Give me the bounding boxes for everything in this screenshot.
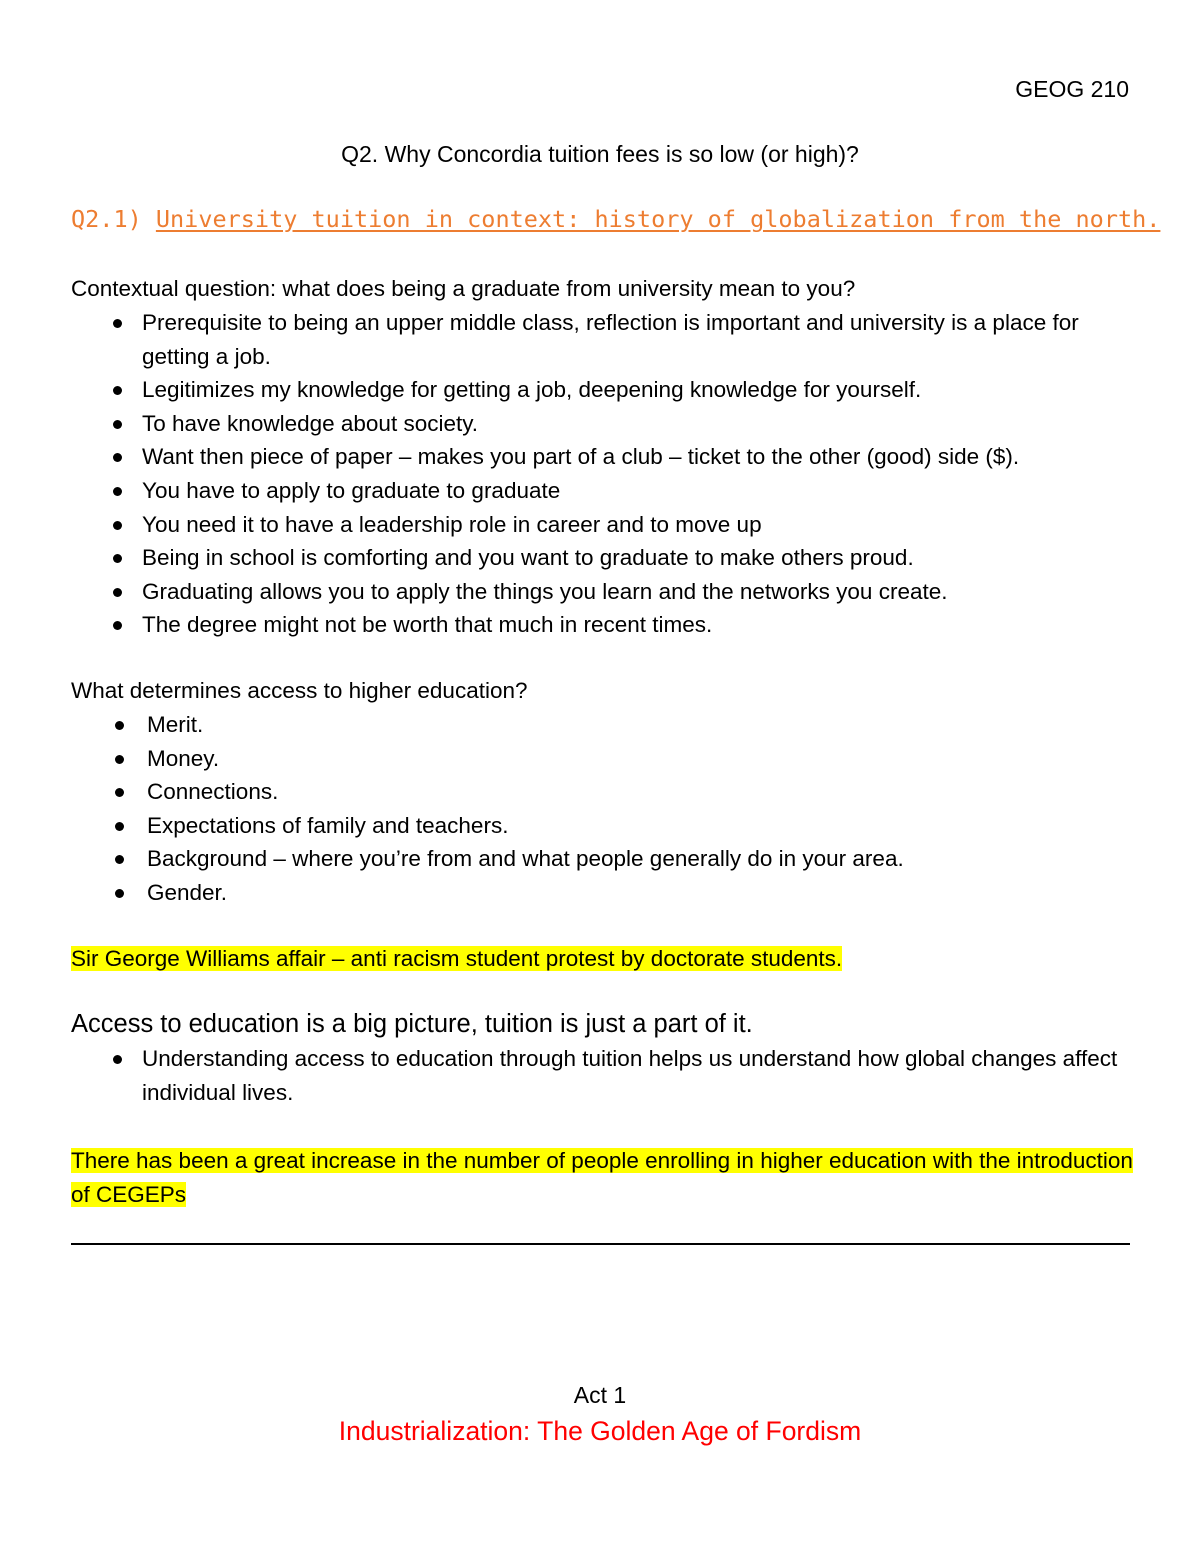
list-item: The degree might not be worth that much in recent times. — [71, 608, 1131, 642]
list-item: Gender. — [71, 876, 1131, 910]
bullet-icon — [113, 420, 122, 429]
big-picture-list — [71, 1042, 1131, 1109]
bullet-icon — [113, 487, 122, 496]
list-item: Graduating allows you to apply the things you learn and the networks you create. — [71, 575, 1131, 609]
list-item: You need it to have a leadership role in career and to move up — [71, 508, 1131, 542]
contextual-question-section — [71, 272, 1131, 642]
list-item: Prerequisite to being an upper middle class, reflection is important and university is a place for getting a job. — [71, 306, 1131, 373]
access-factors-list — [71, 708, 1131, 910]
subheading-prefix: Q2.1) — [71, 205, 156, 233]
course-code: GEOG 210 — [1015, 76, 1129, 102]
horizontal-divider — [71, 1243, 1130, 1245]
list-item: Being in school is comforting and you want to graduate to make others proud. — [71, 541, 1131, 575]
bullet-icon — [113, 453, 122, 462]
bullet-icon — [113, 588, 122, 597]
bullet-icon — [113, 554, 122, 563]
highlight-note-2 — [71, 1144, 1141, 1211]
contextual-answers-list — [71, 306, 1131, 642]
highlighted-text: There has been a great increase in the number of people enrolling in higher education with the introduction of CEGEPs — [71, 1148, 1133, 1207]
main-question: Q2. Why Concordia tuition fees is so low (or high)? — [341, 141, 859, 167]
list-item: Expectations of family and teachers. — [71, 809, 1131, 843]
list-item: Connections. — [71, 775, 1131, 809]
subheading-title: University tuition in context: history of globalization from the north. — [155, 205, 1161, 233]
bullet-icon — [115, 889, 124, 898]
list-item: Legitimizes my knowledge for getting a job, deepening knowledge for yourself. — [71, 373, 1131, 407]
bullet-icon — [115, 755, 124, 764]
bullet-icon — [113, 1055, 122, 1064]
big-picture-section — [71, 1006, 1131, 1109]
bullet-icon — [113, 521, 122, 530]
act-title: Industrialization: The Golden Age of Fordism — [338, 1416, 862, 1446]
access-question-label: What determines access to higher education? — [71, 678, 528, 703]
bullet-icon — [115, 788, 124, 797]
list-item: You have to apply to graduate to graduate — [71, 474, 1131, 508]
list-item: Background – where you’re from and what people generally do in your area. — [71, 842, 1131, 876]
bullet-icon — [113, 386, 122, 395]
list-item: To have knowledge about society. — [71, 407, 1131, 441]
list-item: Want then piece of paper – makes you part of a club – ticket to the other (good) side ($). — [71, 440, 1131, 474]
section-subheading — [71, 205, 1160, 233]
contextual-question-label: Contextual question: what does being a graduate from university mean to you? — [71, 276, 856, 301]
bullet-icon — [113, 319, 122, 328]
highlight-note-1 — [71, 942, 1141, 976]
highlighted-text: Sir George Williams affair – anti racism student protest by doctorate students. — [71, 946, 843, 971]
big-picture-statement: Access to education is a big picture, tuition is just a part of it. — [71, 1010, 753, 1038]
list-item: Money. — [71, 742, 1131, 776]
bullet-icon — [115, 822, 124, 831]
act-label: Act 1 — [573, 1382, 627, 1408]
bullet-icon — [113, 621, 122, 630]
list-item: Understanding access to education through tuition helps us understand how global changes affect individual lives. — [71, 1042, 1131, 1109]
list-item: Merit. — [71, 708, 1131, 742]
access-section — [71, 674, 1131, 910]
bullet-icon — [115, 721, 124, 730]
bullet-icon — [115, 855, 124, 864]
